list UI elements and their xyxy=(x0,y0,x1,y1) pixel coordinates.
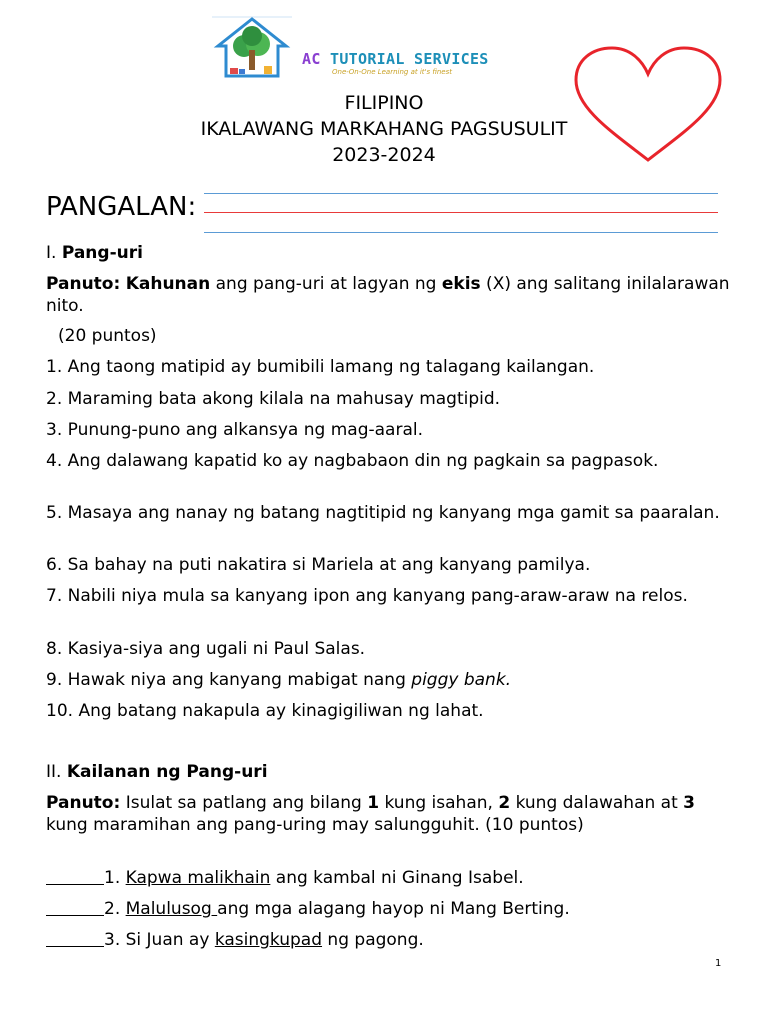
instr-lead: Panuto: xyxy=(46,274,121,294)
s2-item-2-post: ang mga alagang hayop ni Mang Berting. xyxy=(217,899,570,919)
section1-title: Pang-uri xyxy=(61,243,143,263)
section2-title: Kailanan ng Pang-uri xyxy=(66,762,268,782)
name-line[interactable] xyxy=(204,212,718,213)
instr-mid: ang pang-uri at lagyan ng xyxy=(210,274,442,294)
brand-ac: AC xyxy=(302,50,321,68)
s2-item-3-pre: Si Juan ay xyxy=(125,930,215,950)
answer-blank-2[interactable] xyxy=(46,898,104,916)
instr-end: (X) ang salitang inilalarawan nito. xyxy=(46,274,730,316)
s2-item-1-underlined: Kapwa malikhain xyxy=(125,868,271,888)
s1-item-9 xyxy=(46,669,736,691)
s2-item-1 xyxy=(46,867,736,889)
s2-item-3-underlined: kasingkupad xyxy=(214,930,323,950)
section2-num: II. xyxy=(46,762,62,782)
name-guide-top xyxy=(204,193,718,194)
s2-instr-d: kung maramihan ang pang-uring may salungguhit. (10 puntos) xyxy=(46,815,584,835)
s2-item-2 xyxy=(46,898,736,920)
name-label: PANGALAN: xyxy=(46,192,197,222)
brand-name xyxy=(302,50,489,68)
s1-item-3: 3. Punung-puno ang alkansya ng mag-aaral. xyxy=(46,420,423,440)
s2-item-1-num: 1. xyxy=(104,868,126,888)
s1-item-9-italic: piggy bank. xyxy=(411,670,512,690)
s2-n2: 2 xyxy=(498,793,511,813)
brand xyxy=(302,50,489,76)
page-number: 1 xyxy=(715,958,722,969)
s2-n1: 1 xyxy=(367,793,380,813)
exam-title: IKALAWANG MARKAHANG PAGSUSULIT xyxy=(200,118,568,140)
house-tree-logo-icon xyxy=(212,16,292,80)
s1-item-6: 6. Sa bahay na puti nakatira si Mariela at ang kanyang pamilya. xyxy=(46,555,591,575)
instr-bold: ekis xyxy=(441,274,481,294)
section2-instructions xyxy=(46,792,736,836)
s2-item-3 xyxy=(46,929,736,951)
s2-instr-a: Isulat sa patlang ang bilang xyxy=(120,793,368,813)
s1-item-2: 2. Maraming bata akong kilala na mahusay magtipid. xyxy=(46,389,501,409)
s1-item-8: 8. Kasiya-siya ang ugali ni Paul Salas. xyxy=(46,639,366,659)
s2-instr-c: kung dalawahan at xyxy=(510,793,684,813)
s2-item-1-post: ang kambal ni Ginang Isabel. xyxy=(270,868,524,888)
name-guide-bottom xyxy=(204,232,718,233)
s2-item-3-num: 3. xyxy=(104,930,126,950)
s2-instr-b: kung isahan, xyxy=(379,793,499,813)
section1-instructions xyxy=(46,273,736,317)
s1-item-5: 5. Masaya ang nanay ng batang nagtitipid ng kanyang mga gamit sa paaralan. xyxy=(46,503,720,523)
s2-n3: 3 xyxy=(683,793,696,813)
s1-item-10: 10. Ang batang nakapula ay kinagigiliwan ng lahat. xyxy=(46,701,484,721)
section2-heading xyxy=(46,761,736,783)
section1-heading xyxy=(46,242,736,264)
subject-title: FILIPINO xyxy=(344,92,424,114)
s2-item-3-post: ng pagong. xyxy=(322,930,424,950)
s1-item-9-text: 9. Hawak niya ang kanyang mabigat nang xyxy=(46,670,412,690)
s2-instr-lead: Panuto: xyxy=(46,793,121,813)
brand-tagline: One-On-One Learning at it's finest xyxy=(332,68,452,76)
answer-blank-1[interactable] xyxy=(46,867,104,885)
section1-num: I. xyxy=(46,243,57,263)
school-year: 2023-2024 xyxy=(332,144,436,166)
s2-item-2-num: 2. xyxy=(104,899,126,919)
s2-item-2-underlined: Malulusog xyxy=(125,899,218,919)
s1-item-1: 1. Ang taong matipid ay bumibili lamang ng talagang kailangan. xyxy=(46,357,595,377)
brand-rest: TUTORIAL SERVICES xyxy=(330,50,489,68)
s1-item-7: 7. Nabili niya mula sa kanyang ipon ang kanyang pang-araw-araw na relos. xyxy=(46,586,688,606)
section1-points: (20 puntos) xyxy=(58,326,157,346)
s1-item-4: 4. Ang dalawang kapatid ko ay nagbabaon din ng pagkain sa pagpasok. xyxy=(46,451,659,471)
answer-blank-3[interactable] xyxy=(46,929,104,947)
instr-verb: Kahunan xyxy=(125,274,211,294)
